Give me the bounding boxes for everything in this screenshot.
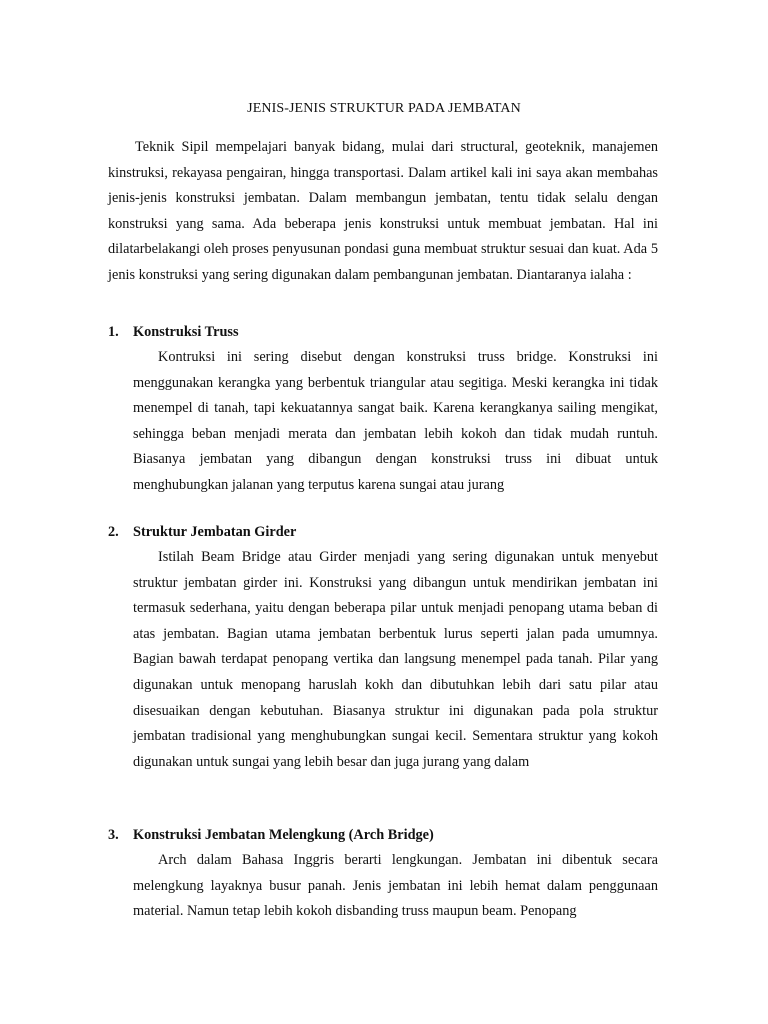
intro-paragraph: Teknik Sipil mempelajari banyak bidang, mulai dari structural, geoteknik, manajemen kinstruksi, rekayasa pengairan, hingga transportasi. Dalam artikel kali ini saya akan membahas jenis-jenis konstruksi jembatan. Dalam membangun jembatan, tentu tidak selalu dengan konstruksi yang sama. Ada beberapa jenis konstruksi untuk membuat jembatan. Hal ini dilatarbelakangi oleh proses penyusunan pondasi guna membuat struktur sesuai dan kuat. Ada 5 jenis konstruksi yang sering digunakan dalam pembangunan jembatan. Diantaranya ialaha :	[108, 139, 658, 283]
section-body: Istilah Beam Bridge atau Girder menjadi yang sering digunakan untuk menyebut struktur jembatan girder ini. Konstruksi yang dibangun untuk mendirikan jembatan ini termasuk sederhana, yaitu dengan beberapa pilar untuk menjadi penopang utama beban di atas jembatan. Bagian utama jembatan berbentuk lurus seperti jalan pada umumnya. Bagian bawah terdapat penopang vertika dan langsung menempel pada tanah. Pilar yang digunakan untuk menopang haruslah kokh dan dibutuhkan lebih dari satu pilar atau disesuaikan dengan kebutuhan. Biasanya struktur ini digunakan pada pola struktur jembatan tradisional yang menghubungkan sungai kecil. Sementara struktur yang kokoh digunakan untuk sungai yang lebih besar dan juga jurang yang dalam	[133, 549, 658, 770]
section-title: Konstruksi Truss	[133, 324, 239, 340]
section-number: 3.	[108, 827, 119, 843]
section-title: Struktur Jembatan Girder	[133, 524, 297, 540]
section-heading	[108, 319, 658, 345]
section-2	[108, 519, 658, 775]
section-title: Konstruksi Jembatan Melengkung (Arch Bridge)	[133, 827, 434, 843]
section-number: 2.	[108, 524, 119, 540]
section-body: Kontruksi ini sering disebut dengan konstruksi truss bridge. Konstruksi ini menggunakan kerangka yang berbentuk triangular atau segitiga. Meski kerangka ini tidak menempel di tanah, tapi kekuatannya sangat baik. Karena kerangkanya sailing mengikat, sehingga beban menjadi merata dan jembatan lebih kokoh dan tidak mudah runtuh. Biasanya jembatan yang dibangun dengan konstruksi truss ini dibuat untuk menghubungkan jalanan yang terputus karena sungai atau jurang	[133, 349, 658, 493]
section-heading	[108, 519, 658, 545]
section-body: Arch dalam Bahasa Inggris berarti lengkungan. Jembatan ini dibentuk secara melengkung layaknya busur panah. Jenis jembatan ini lebih hemat dalam penggunaan material. Namun tetap lebih kokoh disbanding truss maupun beam. Penopang	[133, 852, 658, 920]
section-1	[108, 319, 658, 499]
document-title: JENIS-JENIS STRUKTUR PADA JEMBATAN	[247, 101, 521, 116]
section-3	[108, 822, 658, 925]
section-number: 1.	[108, 324, 119, 340]
section-heading	[108, 822, 658, 848]
